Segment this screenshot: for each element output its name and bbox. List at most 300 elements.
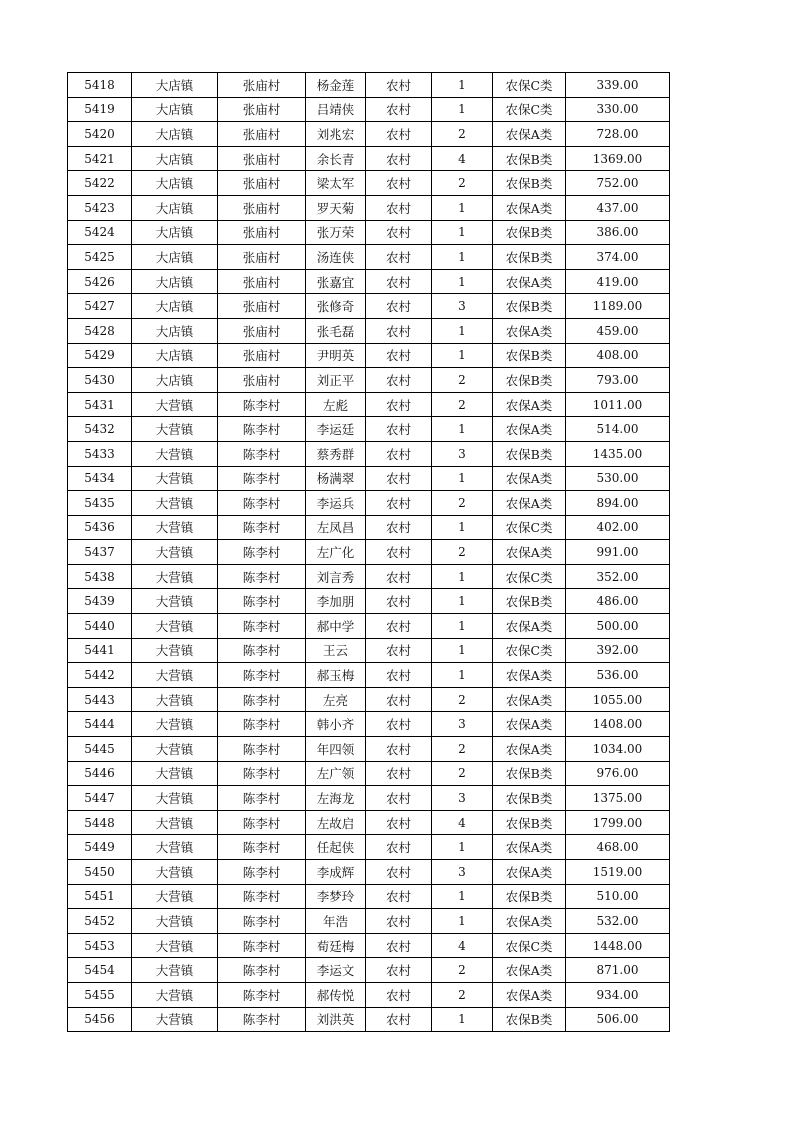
household-size-cell: 1: [432, 73, 493, 98]
record-id-cell: 5418: [68, 73, 132, 98]
record-id-cell: 5431: [68, 392, 132, 417]
household-size-cell: 2: [432, 171, 493, 196]
town-cell: 大店镇: [132, 245, 218, 270]
village-cell: 陈李村: [218, 958, 306, 983]
town-cell: 大店镇: [132, 368, 218, 393]
insurance-category-cell: 农保A类: [493, 958, 566, 983]
amount-cell: 752.00: [566, 171, 670, 196]
table-row: [68, 466, 670, 491]
record-id-cell: 5450: [68, 860, 132, 885]
household-size-cell: 1: [432, 417, 493, 442]
record-id-cell: 5439: [68, 589, 132, 614]
town-cell: 大营镇: [132, 810, 218, 835]
record-id-cell: 5447: [68, 786, 132, 811]
record-id-cell: 5420: [68, 122, 132, 147]
town-cell: 大营镇: [132, 392, 218, 417]
amount-cell: 402.00: [566, 515, 670, 540]
person-name-cell: 李运兵: [306, 491, 366, 516]
person-name-cell: 张修奇: [306, 294, 366, 319]
person-name-cell: 刘洪英: [306, 1007, 366, 1032]
person-name-cell: 李梦玲: [306, 884, 366, 909]
person-name-cell: 刘正平: [306, 368, 366, 393]
household-size-cell: 1: [432, 269, 493, 294]
village-cell: 陈李村: [218, 933, 306, 958]
table-row: [68, 540, 670, 565]
person-name-cell: 张嘉宜: [306, 269, 366, 294]
insurance-category-cell: 农保A类: [493, 195, 566, 220]
record-id-cell: 5443: [68, 687, 132, 712]
insurance-category-cell: 农保A类: [493, 318, 566, 343]
record-id-cell: 5448: [68, 810, 132, 835]
town-cell: 大营镇: [132, 1007, 218, 1032]
household-type-cell: 农村: [366, 835, 432, 860]
household-size-cell: 2: [432, 368, 493, 393]
household-type-cell: 农村: [366, 958, 432, 983]
town-cell: 大营镇: [132, 860, 218, 885]
village-cell: 陈李村: [218, 1007, 306, 1032]
amount-cell: 871.00: [566, 958, 670, 983]
household-type-cell: 农村: [366, 294, 432, 319]
table-row: [68, 343, 670, 368]
household-type-cell: 农村: [366, 97, 432, 122]
insurance-category-cell: 农保A类: [493, 687, 566, 712]
household-size-cell: 2: [432, 687, 493, 712]
household-type-cell: 农村: [366, 540, 432, 565]
amount-cell: 1189.00: [566, 294, 670, 319]
insurance-category-cell: 农保B类: [493, 294, 566, 319]
amount-cell: 500.00: [566, 614, 670, 639]
village-cell: 陈李村: [218, 909, 306, 934]
town-cell: 大店镇: [132, 171, 218, 196]
person-name-cell: 杨金莲: [306, 73, 366, 98]
household-type-cell: 农村: [366, 368, 432, 393]
person-name-cell: 李成辉: [306, 860, 366, 885]
household-size-cell: 3: [432, 860, 493, 885]
record-id-cell: 5425: [68, 245, 132, 270]
village-cell: 张庙村: [218, 245, 306, 270]
village-cell: 陈李村: [218, 860, 306, 885]
amount-cell: 374.00: [566, 245, 670, 270]
amount-cell: 894.00: [566, 491, 670, 516]
household-type-cell: 农村: [366, 614, 432, 639]
village-cell: 陈李村: [218, 982, 306, 1007]
person-name-cell: 左故启: [306, 810, 366, 835]
insurance-category-cell: 农保A类: [493, 392, 566, 417]
household-size-cell: 2: [432, 958, 493, 983]
record-id-cell: 5429: [68, 343, 132, 368]
person-name-cell: 杨满翠: [306, 466, 366, 491]
town-cell: 大营镇: [132, 712, 218, 737]
person-name-cell: 梁太军: [306, 171, 366, 196]
town-cell: 大营镇: [132, 786, 218, 811]
village-cell: 张庙村: [218, 73, 306, 98]
insurance-category-cell: 农保B类: [493, 171, 566, 196]
table-row: [68, 638, 670, 663]
village-cell: 陈李村: [218, 392, 306, 417]
table-row: [68, 933, 670, 958]
person-name-cell: 左广化: [306, 540, 366, 565]
village-cell: 陈李村: [218, 441, 306, 466]
table-row: [68, 835, 670, 860]
record-id-cell: 5419: [68, 97, 132, 122]
record-id-cell: 5452: [68, 909, 132, 934]
village-cell: 陈李村: [218, 515, 306, 540]
insurance-category-cell: 农保A类: [493, 122, 566, 147]
household-size-cell: 1: [432, 589, 493, 614]
table-row: [68, 491, 670, 516]
village-cell: 张庙村: [218, 343, 306, 368]
record-id-cell: 5426: [68, 269, 132, 294]
record-id-cell: 5451: [68, 884, 132, 909]
household-type-cell: 农村: [366, 638, 432, 663]
household-size-cell: 2: [432, 122, 493, 147]
insurance-category-cell: 农保B类: [493, 220, 566, 245]
table-row: [68, 220, 670, 245]
amount-cell: 728.00: [566, 122, 670, 147]
household-type-cell: 农村: [366, 786, 432, 811]
household-size-cell: 3: [432, 712, 493, 737]
insurance-category-cell: 农保B类: [493, 884, 566, 909]
household-size-cell: 1: [432, 466, 493, 491]
table-row: [68, 884, 670, 909]
household-size-cell: 1: [432, 663, 493, 688]
table-row: [68, 712, 670, 737]
person-name-cell: 吕靖侠: [306, 97, 366, 122]
town-cell: 大营镇: [132, 466, 218, 491]
insurance-category-cell: 农保B类: [493, 245, 566, 270]
record-id-cell: 5446: [68, 761, 132, 786]
table-row: [68, 195, 670, 220]
amount-cell: 530.00: [566, 466, 670, 491]
amount-cell: 459.00: [566, 318, 670, 343]
insurance-category-cell: 农保A类: [493, 663, 566, 688]
village-cell: 陈李村: [218, 884, 306, 909]
person-name-cell: 刘兆宏: [306, 122, 366, 147]
town-cell: 大营镇: [132, 638, 218, 663]
record-id-cell: 5427: [68, 294, 132, 319]
table-row: [68, 982, 670, 1007]
household-type-cell: 农村: [366, 982, 432, 1007]
record-id-cell: 5436: [68, 515, 132, 540]
household-size-cell: 1: [432, 909, 493, 934]
amount-cell: 793.00: [566, 368, 670, 393]
town-cell: 大营镇: [132, 417, 218, 442]
town-cell: 大营镇: [132, 982, 218, 1007]
insurance-category-cell: 农保B类: [493, 441, 566, 466]
table-row: [68, 441, 670, 466]
record-id-cell: 5441: [68, 638, 132, 663]
town-cell: 大营镇: [132, 663, 218, 688]
record-id-cell: 5434: [68, 466, 132, 491]
household-size-cell: 3: [432, 294, 493, 319]
town-cell: 大店镇: [132, 122, 218, 147]
insurance-category-cell: 农保A类: [493, 860, 566, 885]
person-name-cell: 李运廷: [306, 417, 366, 442]
town-cell: 大营镇: [132, 933, 218, 958]
insurance-category-cell: 农保B类: [493, 786, 566, 811]
household-type-cell: 农村: [366, 712, 432, 737]
amount-cell: 1519.00: [566, 860, 670, 885]
village-cell: 陈李村: [218, 663, 306, 688]
person-name-cell: 李运文: [306, 958, 366, 983]
insurance-category-cell: 农保C类: [493, 638, 566, 663]
insurance-category-cell: 农保A类: [493, 737, 566, 762]
village-cell: 张庙村: [218, 122, 306, 147]
village-cell: 陈李村: [218, 417, 306, 442]
table-row: [68, 97, 670, 122]
records-table: [67, 72, 670, 1032]
person-name-cell: 荀廷梅: [306, 933, 366, 958]
town-cell: 大营镇: [132, 491, 218, 516]
table-row: [68, 146, 670, 171]
town-cell: 大营镇: [132, 441, 218, 466]
insurance-category-cell: 农保A类: [493, 712, 566, 737]
amount-cell: 1408.00: [566, 712, 670, 737]
record-id-cell: 5430: [68, 368, 132, 393]
household-size-cell: 3: [432, 786, 493, 811]
town-cell: 大店镇: [132, 146, 218, 171]
insurance-category-cell: 农保C类: [493, 933, 566, 958]
village-cell: 陈李村: [218, 687, 306, 712]
household-type-cell: 农村: [366, 171, 432, 196]
amount-cell: 1448.00: [566, 933, 670, 958]
table-row: [68, 564, 670, 589]
record-id-cell: 5454: [68, 958, 132, 983]
household-type-cell: 农村: [366, 392, 432, 417]
record-id-cell: 5421: [68, 146, 132, 171]
town-cell: 大店镇: [132, 97, 218, 122]
household-type-cell: 农村: [366, 122, 432, 147]
household-size-cell: 3: [432, 441, 493, 466]
village-cell: 陈李村: [218, 614, 306, 639]
household-type-cell: 农村: [366, 1007, 432, 1032]
table-row: [68, 786, 670, 811]
village-cell: 陈李村: [218, 835, 306, 860]
household-size-cell: 1: [432, 835, 493, 860]
record-id-cell: 5437: [68, 540, 132, 565]
household-type-cell: 农村: [366, 343, 432, 368]
household-type-cell: 农村: [366, 663, 432, 688]
village-cell: 陈李村: [218, 491, 306, 516]
person-name-cell: 刘言秀: [306, 564, 366, 589]
household-size-cell: 1: [432, 564, 493, 589]
person-name-cell: 任起侠: [306, 835, 366, 860]
record-id-cell: 5440: [68, 614, 132, 639]
household-type-cell: 农村: [366, 564, 432, 589]
record-id-cell: 5428: [68, 318, 132, 343]
amount-cell: 339.00: [566, 73, 670, 98]
person-name-cell: 年四领: [306, 737, 366, 762]
town-cell: 大店镇: [132, 294, 218, 319]
household-type-cell: 农村: [366, 73, 432, 98]
village-cell: 张庙村: [218, 146, 306, 171]
household-size-cell: 2: [432, 540, 493, 565]
table-row: [68, 318, 670, 343]
village-cell: 张庙村: [218, 171, 306, 196]
household-type-cell: 农村: [366, 417, 432, 442]
household-size-cell: 1: [432, 614, 493, 639]
town-cell: 大营镇: [132, 614, 218, 639]
table-row: [68, 417, 670, 442]
household-type-cell: 农村: [366, 441, 432, 466]
household-type-cell: 农村: [366, 220, 432, 245]
household-type-cell: 农村: [366, 269, 432, 294]
household-size-cell: 1: [432, 1007, 493, 1032]
record-id-cell: 5423: [68, 195, 132, 220]
amount-cell: 514.00: [566, 417, 670, 442]
amount-cell: 1369.00: [566, 146, 670, 171]
insurance-category-cell: 农保C类: [493, 564, 566, 589]
household-type-cell: 农村: [366, 589, 432, 614]
person-name-cell: 左亮: [306, 687, 366, 712]
household-type-cell: 农村: [366, 860, 432, 885]
amount-cell: 532.00: [566, 909, 670, 934]
table-row: [68, 122, 670, 147]
amount-cell: 408.00: [566, 343, 670, 368]
village-cell: 陈李村: [218, 589, 306, 614]
amount-cell: 991.00: [566, 540, 670, 565]
household-size-cell: 2: [432, 737, 493, 762]
insurance-category-cell: 农保C类: [493, 73, 566, 98]
town-cell: 大营镇: [132, 884, 218, 909]
town-cell: 大营镇: [132, 589, 218, 614]
table-row: [68, 589, 670, 614]
village-cell: 张庙村: [218, 195, 306, 220]
amount-cell: 1055.00: [566, 687, 670, 712]
insurance-category-cell: 农保B类: [493, 589, 566, 614]
household-size-cell: 4: [432, 810, 493, 835]
person-name-cell: 年浩: [306, 909, 366, 934]
amount-cell: 934.00: [566, 982, 670, 1007]
household-size-cell: 4: [432, 933, 493, 958]
table-row: [68, 1007, 670, 1032]
person-name-cell: 余长青: [306, 146, 366, 171]
record-id-cell: 5432: [68, 417, 132, 442]
town-cell: 大营镇: [132, 909, 218, 934]
amount-cell: 468.00: [566, 835, 670, 860]
household-type-cell: 农村: [366, 810, 432, 835]
town-cell: 大营镇: [132, 761, 218, 786]
table-row: [68, 269, 670, 294]
amount-cell: 506.00: [566, 1007, 670, 1032]
person-name-cell: 左凤昌: [306, 515, 366, 540]
insurance-category-cell: 农保A类: [493, 909, 566, 934]
village-cell: 陈李村: [218, 810, 306, 835]
person-name-cell: 郝传悦: [306, 982, 366, 1007]
household-size-cell: 1: [432, 97, 493, 122]
insurance-category-cell: 农保A类: [493, 417, 566, 442]
household-type-cell: 农村: [366, 909, 432, 934]
amount-cell: 976.00: [566, 761, 670, 786]
household-size-cell: 4: [432, 146, 493, 171]
record-id-cell: 5455: [68, 982, 132, 1007]
insurance-category-cell: 农保A类: [493, 269, 566, 294]
insurance-category-cell: 农保B类: [493, 761, 566, 786]
household-size-cell: 2: [432, 761, 493, 786]
household-size-cell: 2: [432, 982, 493, 1007]
insurance-category-cell: 农保A类: [493, 540, 566, 565]
town-cell: 大营镇: [132, 737, 218, 762]
table-row: [68, 810, 670, 835]
village-cell: 陈李村: [218, 737, 306, 762]
town-cell: 大营镇: [132, 958, 218, 983]
table-row: [68, 687, 670, 712]
town-cell: 大店镇: [132, 318, 218, 343]
amount-cell: 1435.00: [566, 441, 670, 466]
amount-cell: 486.00: [566, 589, 670, 614]
village-cell: 张庙村: [218, 97, 306, 122]
town-cell: 大营镇: [132, 515, 218, 540]
person-name-cell: 郝玉梅: [306, 663, 366, 688]
person-name-cell: 左广领: [306, 761, 366, 786]
amount-cell: 1375.00: [566, 786, 670, 811]
person-name-cell: 李加朋: [306, 589, 366, 614]
person-name-cell: 左彪: [306, 392, 366, 417]
town-cell: 大营镇: [132, 540, 218, 565]
household-size-cell: 1: [432, 245, 493, 270]
insurance-category-cell: 农保A类: [493, 614, 566, 639]
village-cell: 陈李村: [218, 638, 306, 663]
insurance-category-cell: 农保C类: [493, 97, 566, 122]
household-size-cell: 1: [432, 884, 493, 909]
table-row: [68, 392, 670, 417]
record-id-cell: 5435: [68, 491, 132, 516]
table-row: [68, 368, 670, 393]
insurance-category-cell: 农保A类: [493, 466, 566, 491]
table-row: [68, 761, 670, 786]
town-cell: 大店镇: [132, 269, 218, 294]
table-row: [68, 737, 670, 762]
record-id-cell: 5445: [68, 737, 132, 762]
amount-cell: 437.00: [566, 195, 670, 220]
person-name-cell: 罗天菊: [306, 195, 366, 220]
table-row: [68, 860, 670, 885]
amount-cell: 392.00: [566, 638, 670, 663]
town-cell: 大店镇: [132, 73, 218, 98]
insurance-category-cell: 农保A类: [493, 835, 566, 860]
insurance-category-cell: 农保B类: [493, 810, 566, 835]
village-cell: 张庙村: [218, 294, 306, 319]
person-name-cell: 尹明英: [306, 343, 366, 368]
village-cell: 张庙村: [218, 269, 306, 294]
table-row: [68, 614, 670, 639]
household-size-cell: 1: [432, 515, 493, 540]
village-cell: 陈李村: [218, 761, 306, 786]
record-id-cell: 5433: [68, 441, 132, 466]
record-id-cell: 5456: [68, 1007, 132, 1032]
village-cell: 张庙村: [218, 368, 306, 393]
person-name-cell: 左海龙: [306, 786, 366, 811]
record-id-cell: 5424: [68, 220, 132, 245]
village-cell: 陈李村: [218, 564, 306, 589]
household-type-cell: 农村: [366, 761, 432, 786]
insurance-category-cell: 农保C类: [493, 515, 566, 540]
household-type-cell: 农村: [366, 933, 432, 958]
household-size-cell: 1: [432, 220, 493, 245]
person-name-cell: 王云: [306, 638, 366, 663]
household-type-cell: 农村: [366, 318, 432, 343]
amount-cell: 510.00: [566, 884, 670, 909]
amount-cell: 1011.00: [566, 392, 670, 417]
amount-cell: 419.00: [566, 269, 670, 294]
village-cell: 陈李村: [218, 466, 306, 491]
table-row: [68, 515, 670, 540]
insurance-category-cell: 农保A类: [493, 491, 566, 516]
insurance-category-cell: 农保B类: [493, 1007, 566, 1032]
village-cell: 张庙村: [218, 220, 306, 245]
household-size-cell: 1: [432, 638, 493, 663]
household-type-cell: 农村: [366, 195, 432, 220]
